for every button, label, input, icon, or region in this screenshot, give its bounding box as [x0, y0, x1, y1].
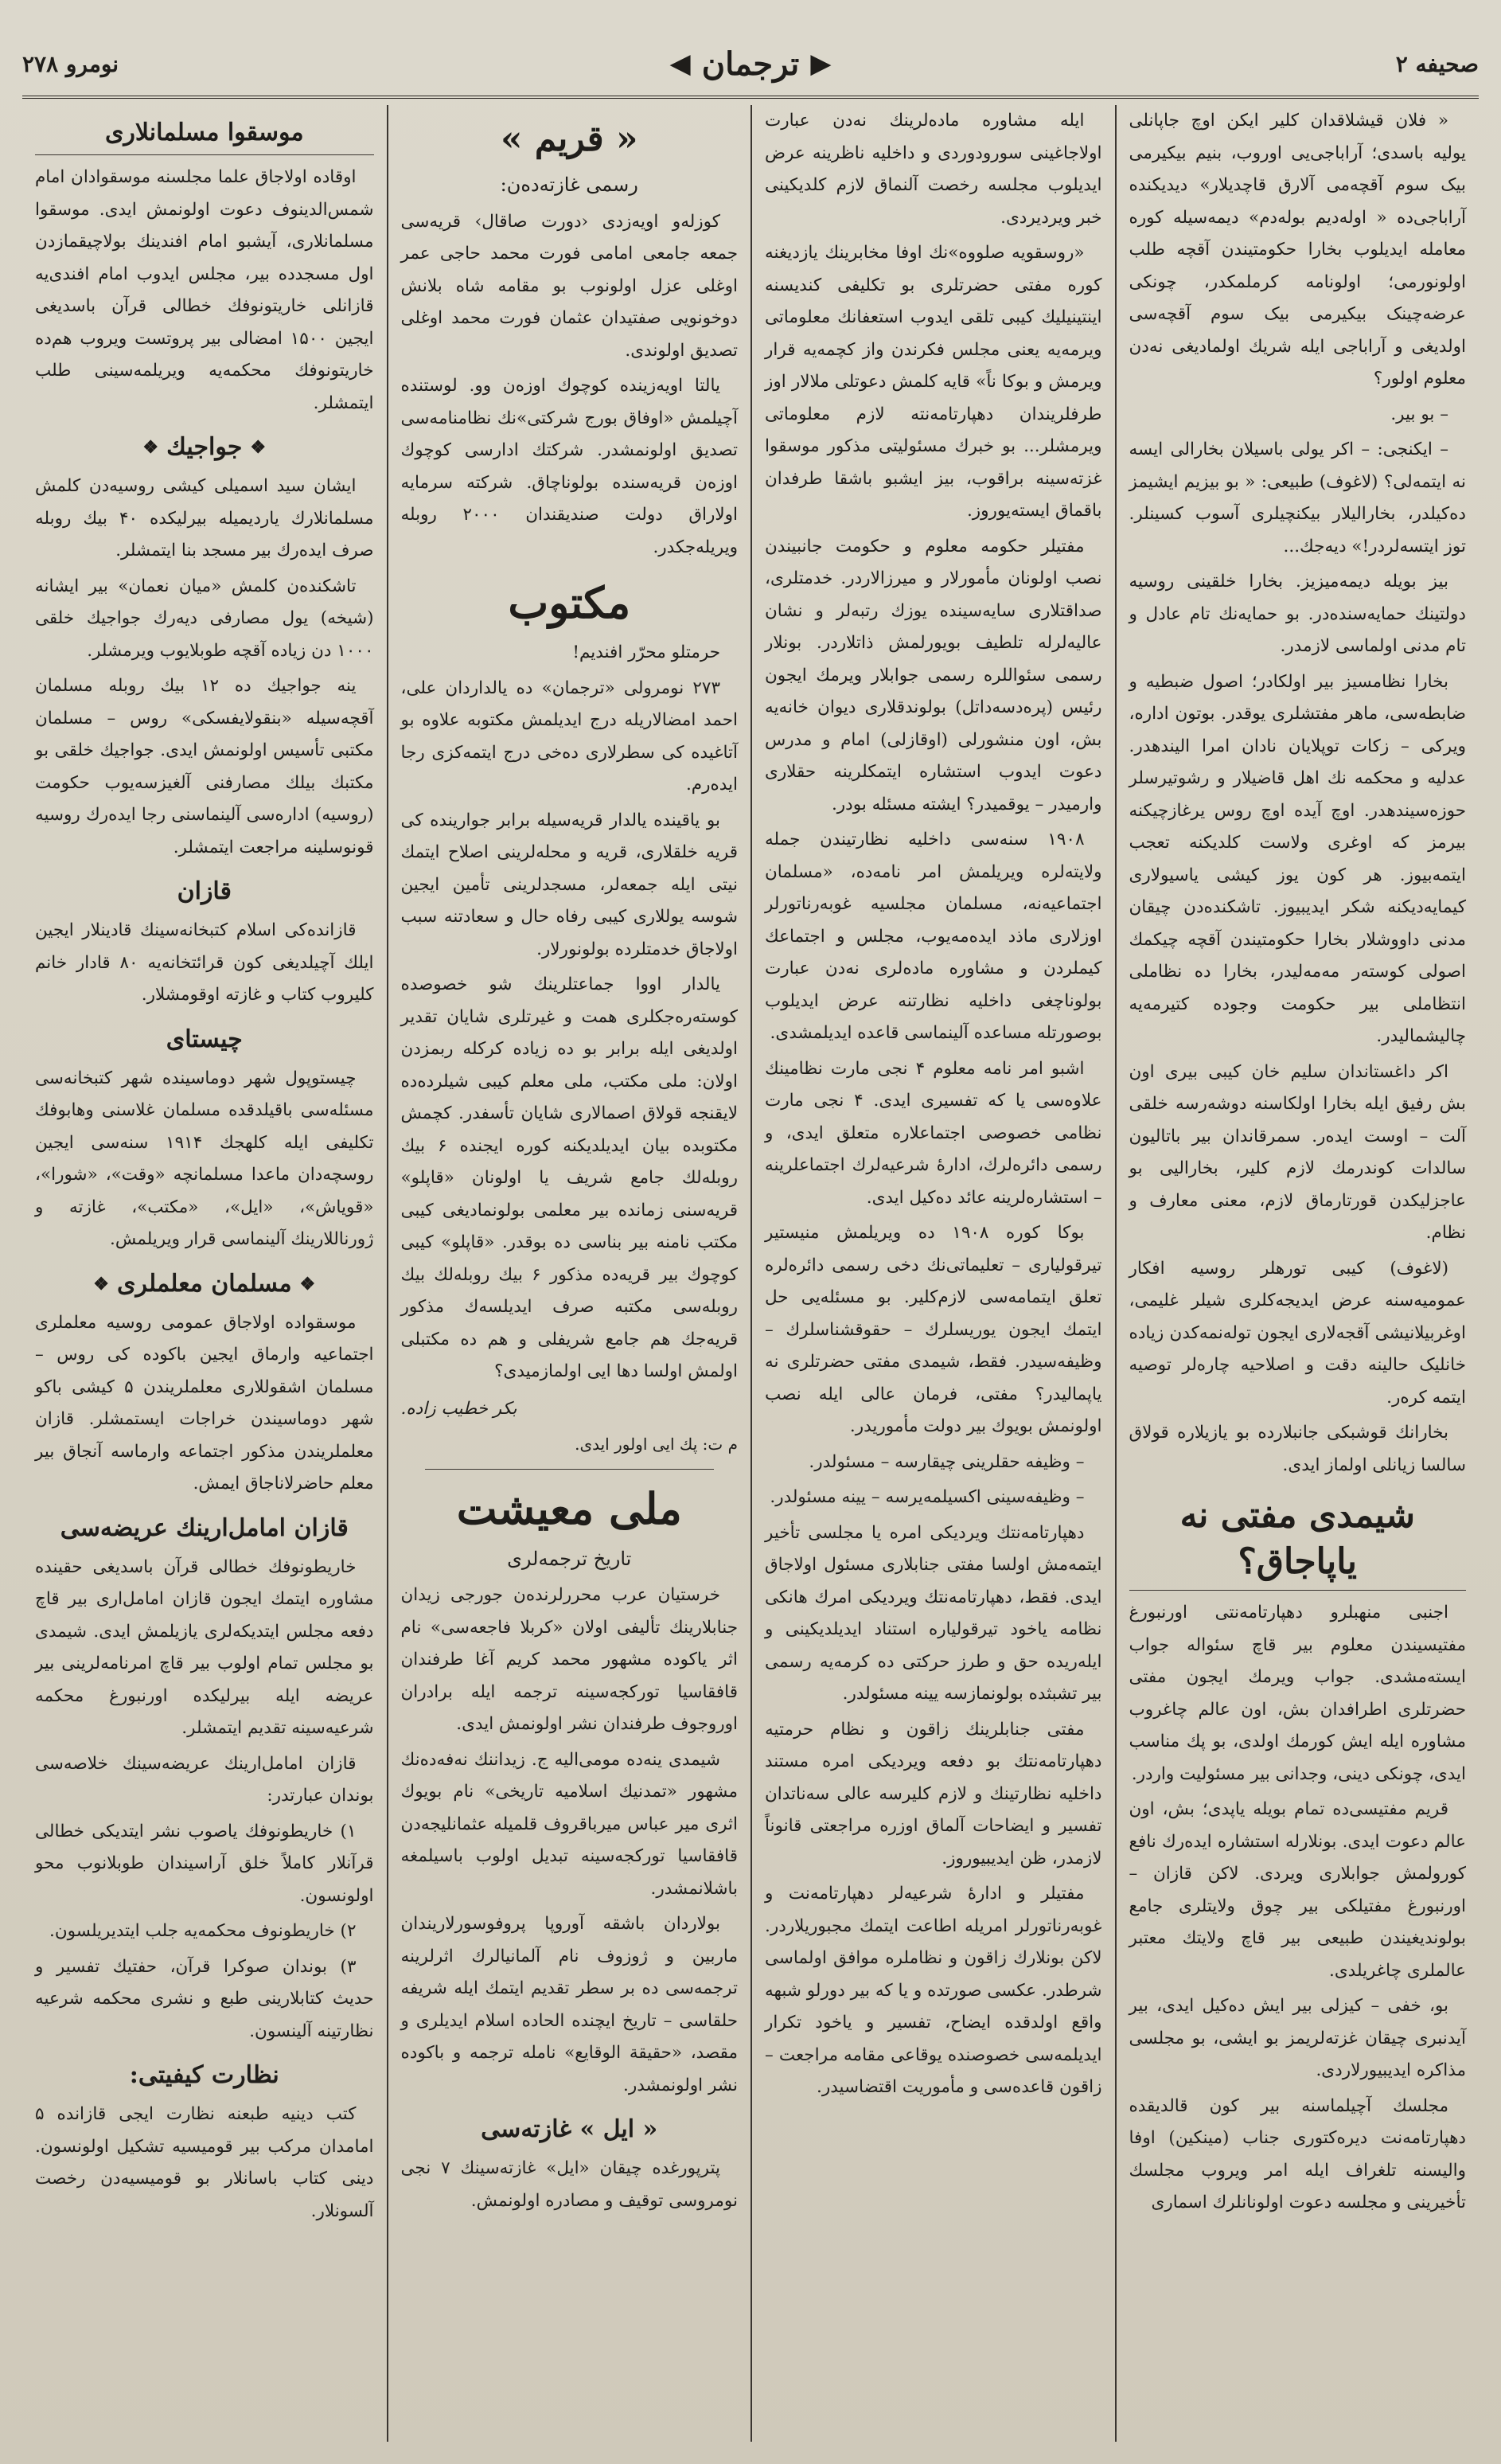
col4-paragraph: ۱) خاریطونوفك یاصوب نشر ایتدیکی خطالی قرآنلار کاملاً خلق آراسیندان طوبلانوب محو اولونسون. — [35, 1821, 374, 1906]
col1-paragraph: « فلان قیشلاقدان کلیر ایکن اوچ جاپانلی یولیه باسدی؛ آراباجی‌یی اوروب، بنیم بیکیرمی بیک سوم آقچه‌می آلارق قاچدیلار» دیدیکنده آراباجی‌ده « اوله‌دیم بوله‌دم» دیمه‌سیله کوره معامله ایدیلوب بخارا حکومتیندن آقچه طلب اولونورمی؛ اولونامه کرملمکدر، چونکی عرضه‌چینک بیکیرمی بیک سوم آقچه‌سی اولدیغی و آراباجی ایله شریك اولمادیغی نه‌دن معلوم اولور؟ — [1129, 111, 1466, 389]
col1-paragraph: بخارانك قوشبکی جانبلارده بو یازیلاره قولاق سالسا زیانلی اولماز ایدی. — [1129, 1423, 1466, 1475]
col2-paragraph: «روسقویه صلووه»نك اوفا مخابرینك یازدیغنه کوره مفتی حضرتلری بو تکلیفی کندیسنه اینتینیلیك کیبی تلقی ایدوب استعفانك معلوماتی ویرمه‌یه یعنی مجلس فکرندن واز کچمه‌یه قرار ویرمش و بوکا ناً» قایه کلمش دعوتلی ملالار اوز طرفلریندان دهپارتامه‌نته لازم معلوماتی ویرمشلر... بو خبرك مسئولیتی مذکور موسقوا غزته‌سینه براقوب، بیز ایشبو باشقا طرفدان باقماق ایسته‌یوروز. — [765, 243, 1102, 521]
heading-chistay: چیستای — [166, 1025, 243, 1053]
col4-paragraph: تاشکنده‌ن کلمش «میان نعمان» بیر ایشانه (شیخه) یول مصارفی دیه‌رك جواجیك خلقی ۱۰۰۰ دن زیاده آقچه طوبلایوب ویرمشلر. — [35, 576, 374, 661]
col3-paragraph: خرستیان عرب محررلرنده‌ن جورجی زیدان جنابلارینك تألیفی اولان «کربلا فاجعه‌سی» نام اثر یاکوده مشهور محمد کریم آغا طرفندان قافقاسیا تورکجه‌سینه ترجمه ایله برادران اوروجوف طرفندان نشر اولونمش ایدی. — [400, 1585, 738, 1734]
ornament-left-icon: ◀ — [669, 48, 691, 80]
heading-qirim: « قریم » — [501, 119, 638, 159]
heading-imams: قازان امامل‌ارینك عریضه‌سی — [60, 1513, 349, 1542]
col4-paragraph: ایشان سید اسمیلی کیشی روسیه‌دن کلمش مسلمانلارك یاردیمیله بیرلیکده ۴۰ بیك روبله صرف ایده‌رك بیر مسجد بنا ایتمشلر. — [35, 476, 374, 560]
col2-paragraph: ایله مشاوره ماده‌لرینك نه‌دن عبارت اولاجاغینی سورودوردی و داخلیه ناظرینه عرض ایدیلوب مجلسه رخصت آلنماق لازم کلدیکینی خبر ویردیردی. — [765, 111, 1102, 228]
ornament-icon: ❖ — [93, 1273, 109, 1294]
masthead-rule — [22, 96, 1479, 99]
col2-paragraph: مفتی جنابلرینك زاقون و نظام حرمتیه دهپارتامه‌نتك بو دفعه ویردیکی امره مستند داخلیه نظارتینك و لازم کلیرسه عالی سه‌ناتدان تفسیر و ایضاحات آلماق اوزره مراجعتی قانوناً لازمدر، ظن ایدیبیوروز. — [765, 1719, 1102, 1869]
heading-il: « ایل » غازته‌سی — [481, 2115, 658, 2143]
col3-paragraph: کوزله‌و اویه‌زدی ‹دورت صاقال› قریه‌سی جمعه جامعی امامی فورت محمد حاجی عمر اوغلی عزل اولونوب بو مقامه شاه بلانش دوخونویی صفتیدان عثمان فورت محمد اوغلی تصدیق اولوندی. — [400, 211, 738, 361]
col4-paragraph: قازانده‌کی اسلام کتبخانه‌سینك قادینلار ایجین ایلك آچیلدیغی کون قرائتخانه‌یه ۸۰ قادار خانم کلیروب کتاب و غازته اوقومشلار. — [35, 920, 374, 1005]
column-3 — [387, 105, 751, 2442]
heading-teachers-block — [35, 1267, 374, 1301]
column-4 — [22, 105, 387, 2442]
col3-paragraph: ۲۷۳ نومرولی «ترجمان» ده یالداردان علی، احمد امضالاریله درج ایدیلمش مکتوبه علاوه بو آتاغیده کی سطرلاری ده‌خی درج ایتمه‌کزی رجا ایده‌رم. — [400, 678, 738, 795]
masthead — [22, 32, 1479, 96]
col1-paragraph: قریم مفتیسی‌ده تمام بویله یاپدی؛ بش، اون عالم دعوت ایدی. بونلارله استشاره ایده‌رك نافع کورولمش جوابلاری ویردی. لاکن قازان – اورنبورغ مفتیلکی بیر چوق ولایتلری جامع بولوندیغیندن طبیعی بیر قاچ ولایتك معتبر عالملری چاغریلدی. — [1129, 1799, 1466, 1981]
col1-paragraph: – ایکنجی: – اکر یولی باسیلان بخارالی ایسه نه ایتمه‌لی؟ (لاغوف) طبیعی: « بو بیزیم ایشیمز ده‌کیلدر، بخارالیلار بیکنچیلری آسوب کسینلر. توز ایتسه‌لر‌در!» دیه‌جك... — [1129, 439, 1466, 556]
col2-paragraph: بوکا کوره ۱۹۰۸ ده ویریلمش منیستیر تیرقولیاری – تعلیماتی‌نك دخی رسمی دائره‌لره تعلق ایتمامه‌سی لازم‌کلیر. بو مسئله‌یی حل ایتمك ایجون یوریسلرك – حقوقشناسلرك – وظیفه‌سیدر. فقط، شیمدی مفتی حضرتلری نه یاپمالیدر؟ مفتی، فرمان عالی ایله نصب اولونمش بویوك بیر دولت مأموریدر. — [765, 1223, 1102, 1436]
col3-paragraph: بو یاقینده یالدار قریه‌سیله برابر جوارینده کی قریه خلقلاری، قریه و محله‌لرینی اصلاح ایتمك نیتی ایله جمعه‌لر، مسجدلرینی تأمین ایجین شوسه یوللاری کیبی رفاه حال و سعادتنه سبب اولاجاق خدمتلرده بولونورلار. — [400, 810, 738, 959]
separator — [425, 1469, 715, 1470]
col1-paragraph: اکر داغستاندان سلیم خان کیبی بیری اون بش رفیق ایله بخارا اولکاسنه دوشه‌رسه خلقی آلت – اوست ایده‌ر. سمرقاندان بیر باتالیون سالدات کوندرمك لازم کلیر، بخارالیی بو عاجزلیکدن قورتارماق لازم، معنی معارف و نظام. — [1129, 1061, 1466, 1243]
col2-paragraph: اشبو امر نامه معلوم ۴ نجی مارت نظامینك علاوه‌سی یا که تفسیری ایدی. ۴ نجی مارت نظامی خصوصی اجتماعلاره متعلق ایدی، و رسمی دائره‌لرك، ادارهٔ شرعیه‌لرك اجتماعلرینه – استشاره‌لرینه عائد ده‌کیل ایدی. — [765, 1058, 1102, 1208]
column-2 — [750, 105, 1115, 2442]
subheading-official: رسمی غازته‌ده‌ن: — [500, 174, 638, 196]
col4-paragraph: اوقاده اولاجاق علما مجلسنه موسقوادان امام شمس‌الدینوف دعوت اولونمش ایدی. موسقوا مسلمانلاری، آیشبو امام افندینك بولاچیقماز‌دن اول مسجدده بیر، مجلس ایدوب امام افندی‌یه قازانلی خاریتونوفك خطالی قرآن باسدیغی ایجین ۱۵۰۰ امضالی بیر پروتست ویروب هم‌ده خاریتونوفك محکمه‌یه ویریلمه‌سینی طلب ایتمشلر. — [35, 167, 374, 413]
heading-maktub: مکتوب — [508, 577, 631, 628]
heading-nazarat: نظارت کیفیتی: — [129, 2061, 279, 2089]
heading-chuvash: جواجیك — [166, 433, 243, 461]
col4-paragraph: ۳) بوندان صوکرا قرآن، حفتیك تفسیر و حدیث کتابلارینی طبع و نشری محکمه شرعیه نظارتینه آلینسون. — [35, 1956, 374, 2041]
heading-kazan: قازان — [177, 877, 232, 905]
col1-paragraph: (لاغوف) کیبی تورهلر روسیه افکار عمومیه‌سنه عرض ایدیجه‌کلری شیلر غلیمی، اوغربیلانیشی آقجه‌لاری ایجون توله‌نمه‌کدن زیاده خانلیک حالینه دقت و اصلاحیه چاره‌لر توصیه ایتمه کره‌ر. — [1129, 1258, 1466, 1408]
col4-paragraph: موسقواده اولاجاق عمومی روسیه معلملری اجتماعیه وارماق ایجین باکوده کی روس – مسلمان اشقوللاری معلملریندن ۵ کیشی باکو شهر دوماسیندن خراجات ایستمشلر. قازان معلملریندن مذکور اجتماعه وارماسه آنجاق بیر معلم حاضرلاناجاق ایمش. — [35, 1312, 374, 1494]
ornament-icon: ❖ — [299, 1273, 316, 1294]
col2-bullet: – وظیفه‌سینی اکسیلمه‌یرسه – یینه مسئولدر. — [770, 1487, 1085, 1507]
col1-paragraph: مجلسك آچیلماسنه بیر کون قالدیقده دهپارتامه‌نت دیره‌کتوری جناب (مینکین) اوفا والیسنه تلغراف ایله امر ویروب مجلسك تأخیرینی و مجلسه دعوت اولونانلرك اسماری — [1129, 2095, 1466, 2212]
subheading-translations: تاریخ ترجمه‌لری — [507, 1547, 632, 1570]
ornament-icon: ❖ — [250, 437, 267, 458]
col4-paragraph: کتب دینیه طبعنه نظارت ایجی قازانده ۵ امامدان مرکب بیر قومیسیه تشکیل اولونسون. دینی کتاب باسانلار بو قومیسیه‌دن رخصت آلسونلار. — [35, 2104, 374, 2221]
newspaper-title-block — [670, 45, 832, 83]
heading-chuvash-block — [35, 431, 374, 464]
col1-paragraph: بخارا نظامسیز بیر اولکادر؛ اصول ضبطیه و ضابطه‌سی، ماهر مفتشلری یوقدر. بوتون اداره، ویرکی – زکات توپلایان نادان امرا الیندهدر. عدلیه و محکمه نك اهل قاضیلار و رشوتیرسلر حوزه‌سیندهدر. اوچ آیده اوچ روس یرغازچیکنه بیرمز که اوغری ولاست کلدیکنه تعجب ایتمه‌بیوز. هر کون یوز کیشی یاسیولاری کیمایه‌دیکنه شکر ایدیبیوز. تاشکنده‌دن چیقان مدنی داووشلار بخارا حکومتیندن آقچه چیکمك اصولی کوسته‌ر مه‌مه‌لیدر، بخارا ده نظاملی انتظاملی بیر حکومت وجوده کتیرمه‌یه چالیشمالیدر. — [1129, 671, 1466, 1046]
col1-paragraph: – بو بیر. — [1390, 404, 1448, 424]
col4-paragraph: چیستوپول شهر دوماسینده شهر کتبخانه‌سی مسئله‌سی باقیلدقده مسلمان غلاسنی وهابوفك تکلیفی ایله کلهجك ۱۹۱۴ سنه‌سی ایجین روسچه‌دان ماعدا مسلمانچه «وقت»، «شورا»، «قویاش»، «ایل»، «مکتب»، غازته و ژورناللارینك آلینماسی قرار ویریلمش. — [35, 1068, 374, 1249]
columns — [22, 105, 1479, 2442]
col4-paragraph: ۲) خاریطونوف محکمه‌یه جلب ایتدیریلسون. — [49, 1921, 357, 1941]
heading-mufti: شیمدی مفتی نه یاپاجاق؟ — [1129, 1493, 1467, 1591]
col3-paragraph: حرمتلو محرّر افندیم! — [572, 642, 720, 662]
heading-teachers: مسلمان معلملری — [117, 1269, 292, 1298]
col1-paragraph: بو، خفی – کیزلی بیر ایش ده‌کیل ایدی، بیر آیدنبری چیقان غزته‌لریمز بو ایشی، بو مجلسی مذاکره ایدیبیورلاردی. — [1129, 1996, 1466, 2080]
col4-paragraph: خاریطونوفك خطالی قرآن باسدیغی حقینده مشاوره ایتمك ایجون قازان امامل‌اری بیر قاچ دفعه مجلس ایتدیکه‌لری یازیلمش ایدی. شیمدی بو مجلس تمام اولوب بیر قاچ امرنامه‌لرینی بیر عریضه ایله بیرلیکده اورنبورغ محکمه شرعیه‌سینه تقدیم ایتمشلر. — [35, 1556, 374, 1738]
col2-paragraph: ۱۹۰۸ سنه‌سی داخلیه نظارتیندن جمله ولایته‌لره ویریلمش امر نامه‌ده، «مسلمان اجتماعیه‌نه، مسلمان مجلسیه غوبه‌رناتورلر اوزلاری ماذد ایده‌مه‌یوب، مجلس و اجتماعك کیملر‌دن و مشاوره ماده‌لری نه‌دن عبارت بولوناچغی داخلیه نظارتنه عرض ایدیلوب بوصورتله مساعده آلینماسی قاعده ایدیلمشدی. — [765, 830, 1102, 1043]
heading-milli: ملی معیشت — [456, 1482, 682, 1534]
issue-number: نومرو ۲۷۸ — [22, 50, 119, 77]
page-number: صحیفه ۲ — [1395, 50, 1479, 77]
col3-paragraph: بولاردان باشقه آوروپا پروفوسورلاریندان ماربین و ژوزوف نام آلمانیالرك اثرلرینه ترجمه‌سی ده بر سطر تقدیم ایتمك ایله شریفه حلقاسی – تاریخ ایچنده الحاده اسلام ایدیلری و مقصد، «حقیقة الوقایع» نامله ترجمه و باکوده نشر اولونمشدر. — [400, 1914, 738, 2095]
col4-paragraph: قازان امامل‌ارینك عریضه‌سینك خلاصه‌سی بوندان عبارتدر: — [35, 1753, 374, 1806]
col1-paragraph: بیز بویله دیمه‌میزیز. بخارا خلقینی روسیه دولتینك حمایه‌سنده‌در. بو حمایه‌نك تام عادل و تام مدنی اولماسی لازمدر. — [1129, 572, 1466, 656]
col3-paragraph: شیمدی ینه‌ده مومی‌الیه ج. زیداننك نه‌فه‌ده‌نك مشهور «تمدنیك اسلامیه تاریخی» نام بویوك اثری میر عباس میرباقروف قلمیله عثمانلیجه‌دن قافقاسیا تورکجه‌سینه تبدیل اولوب باسیلمغه باشلانمشدر. — [400, 1749, 738, 1899]
col3-paragraph: یالتا اویه‌زینده کوچوك اوزه‌ن وو. لوستنده آچیلمش «اوفاق بورج شرکتی»نك نظامنامه‌سی تصدیق اولونمشدر. شرکتك ادارسی کوچوك اوزه‌ن قریه‌سنده بولوناچاق. شرکته سرمایه اولاراق دولت صندیقندان ۲۰۰۰ روبله ویریله‌جکدر. — [400, 376, 739, 557]
newspaper-title: ترجمان — [701, 45, 800, 83]
col3-paragraph: یالدار اووا جماعتلرینك شو خصوصده کوسته‌ره‌جکلری همت و غیرتلری شایان تقدیر اولدیغی ایله برابر بو ده زیاده کرکله ربمزدن اولان: ملی مکتب، ملی معلم کیبی شیلرده‌ده لایقنجه قولاق اصمالاری شایان تأسفدر. کچمش مکتوبده بیان ایدیلدیکنه کوره ایجنده ۶ بیك روبله‌لك جامع شریف یا اولونان «قاپلو» قریه‌سنی زمانده بیر معلمی بولونمادیغی کیبی مکتب نامنه بیر بناسی ده بوقدر. «قاپلو» کیبی کوچوك بیر قریه‌ده مذکور ۶ بیك روبله‌لك بیك روبله‌سی مکتبه صرف ایدیلسه‌ك مذکور قریه‌جك هم جامع شریفلی و هم ده مکتبلی اولمش اولسا دها ایی اولمازمیدی؟ — [400, 974, 738, 1381]
editor-note: م ت: پك ایی اولور ایدی. — [575, 1435, 738, 1454]
col2-paragraph: مفتیلر حکومه معلوم و حکومت جانبیندن نصب اولونان مأمورلار و میرزالاردر. خدمتلری، صداقتلاری سایه‌سینده یوزك رتبه‌لر و نشان عالیه‌لرله تلطیف بویورلمش ذاتلاردر. بونلار رسمی سئواللره رسمی جوابلار ویرمك ایجون رئیس (پره‌دسه‌داتل) بولوندقلاری دیوان خانه‌یه بش، اون منشورلی (اوقازلی) امام و مدرس دعوت ایدوب استشاره ایتمکلرینه حقلاری وارمیدر – یوقمیدر؟ ایشته مسئله بودر. — [765, 536, 1102, 814]
ornament-right-icon: ▶ — [810, 48, 832, 80]
letter-signature: بکر خطیب زاده. — [400, 1398, 517, 1419]
ornament-icon: ❖ — [142, 437, 159, 458]
col4-paragraph: ینه جواجیك ده ۱۲ بیك روبله مسلمان آقچه‌سیله «بنقولایفسکی» روس – مسلمان مکتبی تأسیس اولونمش ایدی. جواجیك خلقی بو مکتبك بیلك مصارفنی آلغیزسه‌یوب حکومت (روسیه) اداره‌سی آلینماسنی رجا ایده‌رك روسیه قونوسلینه مراجعت ایتمشلر. — [35, 676, 374, 857]
col3-paragraph: پترپورغده چیقان «ایل» غازته‌سینك ۷ نجی نومروسی توقیف و مصادره اولونمش. — [400, 2158, 738, 2211]
col2-paragraph: مفتیلر و اداره‌ٔ شرعیه‌لر دهپارتامه‌نت و غوبه‌رناتورلر امریله اطاعت ایتمك مجبوریلاردر. لاکن بونلارك زاقون و نظاملره موافق اولماسی شرطدر. عکسی صورتده و یا که بیر دورلو شبهه واقع اولدقده ایضاح، تفسیر و یاخود تکرار ایدیلمه‌سی خصوصنده یوقاعی مقامه مراجعت – زاقون قاعده‌سی و مأموریت اقتضاسیدر. — [765, 1884, 1102, 2097]
col2-paragraph: دهپارتامه‌نتك ویردیکی امره یا مجلسی تأخیر ایتمه‌مش اولسا مفتی جنابلاری مسئول اولاجاق ایدی. فقط، دهپارتامه‌نتك ویردیکی امرك هانکی نظامه یاخود تیرقولیاره استناد ایدیلدیکینی و ایله‌ریده حق و طرز حرکتی ده کرمه‌یه رسمی بیر تشبثده بولونمازسه یینه مسئولدر. — [765, 1522, 1102, 1704]
column-1 — [1115, 105, 1480, 2442]
col1-paragraph: اجنبی منهبلرو دهپارتامه‌نتی اورنبورغ مفتیسیندن معلوم بیر قاچ سئواله جواب ایسته‌مشدی. جواب ویرمك ایجون مفتی حضرتلری اطرافدان بش، اون عالم چاغروب مشاوره ایله ایش کورمك اولدی، بو پك مناسب ایدی، چونکی دینی، وجدانی بیر مسئولیت واردر. — [1129, 1603, 1466, 1784]
col2-bullet: – وظیفه حقلرینی چیقارسه – مسئولدر. — [809, 1451, 1085, 1472]
heading-moscow: موسقوا مسلمانلاری — [35, 116, 374, 155]
